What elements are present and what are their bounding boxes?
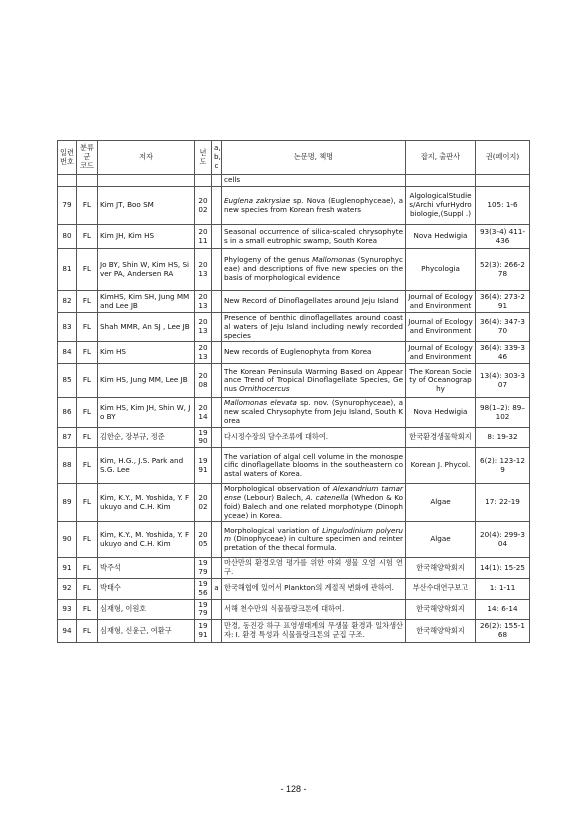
year-cell: 2011 — [195, 225, 212, 249]
abc-cell — [212, 599, 222, 620]
table-row — [58, 599, 530, 620]
journal-cell: Nova Hedwigia — [406, 398, 476, 427]
abc-cell — [212, 522, 222, 558]
volume-pages-cell: 17: 22-19 — [476, 484, 530, 522]
table-row — [58, 225, 530, 249]
title-cell: 만경, 동진강 하구 표영생태계의 무생물 환경과 일차생산자: I. 환경 특성과 식물플랑크톤의 군집 구조. — [222, 620, 406, 643]
abc-cell — [212, 398, 222, 427]
author-cell — [98, 175, 195, 187]
title-cell: Morphological observation of Alexandrium tamarense (Lebour) Balech, A. catenella (Whedon & Kofoid) Balech and one related morphotype (Dinophyceae) in Korea. — [222, 484, 406, 522]
abc-cell — [212, 558, 222, 579]
volume-pages-cell: 1: 1-11 — [476, 578, 530, 599]
taxon-code-cell: FL — [77, 364, 98, 398]
serial-cell: 82 — [58, 291, 77, 313]
table-row — [58, 187, 530, 225]
bibliography-table — [57, 140, 530, 643]
table-row — [58, 313, 530, 342]
serial-cell: 88 — [58, 448, 77, 484]
abc-cell: a — [212, 578, 222, 599]
journal-cell: 한국해양학회지 — [406, 599, 476, 620]
serial-cell: 86 — [58, 398, 77, 427]
taxon-code-cell: FL — [77, 187, 98, 225]
table-row — [58, 558, 530, 579]
volume-pages-cell: 36(4): 339-346 — [476, 342, 530, 364]
abc-cell — [212, 291, 222, 313]
table-row — [58, 398, 530, 427]
year-cell: 1991 — [195, 620, 212, 643]
table-row — [58, 620, 530, 643]
taxon-code-cell: FL — [77, 249, 98, 291]
serial-cell: 89 — [58, 484, 77, 522]
serial-cell: 90 — [58, 522, 77, 558]
volume-pages-cell: 93(3-4) 411-436 — [476, 225, 530, 249]
volume-pages-cell: 6(2): 123-129 — [476, 448, 530, 484]
header-author: 저자 — [98, 141, 195, 175]
header-year: 년도 — [195, 141, 212, 175]
header-abc: a, b, c — [212, 141, 222, 175]
taxon-code-cell: FL — [77, 484, 98, 522]
author-cell: Jo BY, Shin W, Kim HS, Siver PA, Andersen RA — [98, 249, 195, 291]
author-cell: Kim HS — [98, 342, 195, 364]
table-row — [58, 578, 530, 599]
table-row — [58, 427, 530, 448]
taxon-code-cell: FL — [77, 448, 98, 484]
title-cell: New Record of Dinoflagellates around Jeju Island — [222, 291, 406, 313]
year-cell: 2013 — [195, 249, 212, 291]
table-row — [58, 291, 530, 313]
journal-cell: Phycologia — [406, 249, 476, 291]
author-cell: 심재형, 신윤근, 여환구 — [98, 620, 195, 643]
title-cell: 다시정수장의 담수조류에 대하여. — [222, 427, 406, 448]
abc-cell — [212, 364, 222, 398]
table-row — [58, 484, 530, 522]
journal-cell: 한국해양학회지 — [406, 620, 476, 643]
taxon-code-cell: FL — [77, 558, 98, 579]
author-cell: 박태수 — [98, 578, 195, 599]
title-cell: 서해 천수만의 식물플랑크톤에 대하여. — [222, 599, 406, 620]
author-cell: Kim, K.Y., M. Yoshida, Y. Fukuyo and C.H. Kim — [98, 484, 195, 522]
page-number: - 128 - — [280, 784, 307, 794]
volume-pages-cell: 13(4): 303-307 — [476, 364, 530, 398]
taxon-code-cell: FL — [77, 313, 98, 342]
abc-cell — [212, 175, 222, 187]
abc-cell — [212, 225, 222, 249]
year-cell: 1956 — [195, 578, 212, 599]
journal-cell: The Korean Society of Oceanography — [406, 364, 476, 398]
serial-cell: 81 — [58, 249, 77, 291]
volume-pages-cell: 26(2): 155-168 — [476, 620, 530, 643]
journal-cell: 부산수대연구보고 — [406, 578, 476, 599]
taxon-code-cell: FL — [77, 398, 98, 427]
abc-cell — [212, 427, 222, 448]
serial-cell: 94 — [58, 620, 77, 643]
title-cell: Phylogeny of the genus Mallomonas (Synurophyceae) and descriptions of five new species on the basis of morphological evidence — [222, 249, 406, 291]
author-cell: Kim JT, Boo SM — [98, 187, 195, 225]
volume-pages-cell: 14(1): 15-25 — [476, 558, 530, 579]
author-cell: Kim HS, Jung MM, Lee JB — [98, 364, 195, 398]
journal-cell: Korean J. Phycol. — [406, 448, 476, 484]
serial-cell: 83 — [58, 313, 77, 342]
table-row — [58, 249, 530, 291]
journal-cell: Algae — [406, 522, 476, 558]
title-cell: Euglena zakrysiae sp. Nova (Euglenophyceae), a new species from Korean fresh waters — [222, 187, 406, 225]
abc-cell — [212, 249, 222, 291]
year-cell: 2002 — [195, 484, 212, 522]
serial-cell: 84 — [58, 342, 77, 364]
title-cell: 마산만의 환경오염 평가를 위한 야외 생물 오염 시험 연구. — [222, 558, 406, 579]
journal-cell: AlgologicalStudies/Archi vfurHydrobiologie,(Suppl .) — [406, 187, 476, 225]
serial-cell: 85 — [58, 364, 77, 398]
year-cell: 1979 — [195, 599, 212, 620]
abc-cell — [212, 484, 222, 522]
volume-pages-cell — [476, 175, 530, 187]
taxon-code-cell: FL — [77, 291, 98, 313]
header-taxon-code: 분류군 코드 — [77, 141, 98, 175]
title-cell: Seasonal occurrence of silica-scaled chrysophytes in a small eutrophic swamp, South Korea — [222, 225, 406, 249]
year-cell: 1979 — [195, 558, 212, 579]
journal-cell: Algae — [406, 484, 476, 522]
year-cell: 2013 — [195, 291, 212, 313]
year-cell — [195, 175, 212, 187]
volume-pages-cell: 8: 19-32 — [476, 427, 530, 448]
author-cell: Kim JH, Kim HS — [98, 225, 195, 249]
title-cell: New records of Euglenophyta from Korea — [222, 342, 406, 364]
serial-cell — [58, 175, 77, 187]
serial-cell: 80 — [58, 225, 77, 249]
title-cell: 한국해협에 있어서 Plankton의 계절적 변화에 관하여. — [222, 578, 406, 599]
taxon-code-cell: FL — [77, 225, 98, 249]
volume-pages-cell: 14: 6-14 — [476, 599, 530, 620]
year-cell: 2005 — [195, 522, 212, 558]
table-row — [58, 364, 530, 398]
table-header — [58, 141, 530, 175]
year-cell: 2013 — [195, 313, 212, 342]
taxon-code-cell — [77, 175, 98, 187]
title-cell: Presence of benthic dinoflagellates around coastal waters of Jeju Island including newly recorded species — [222, 313, 406, 342]
volume-pages-cell: 36(4): 347-370 — [476, 313, 530, 342]
journal-cell: 한국환경생물학회지 — [406, 427, 476, 448]
year-cell: 2002 — [195, 187, 212, 225]
volume-pages-cell: 105: 1-6 — [476, 187, 530, 225]
journal-cell: 한국해양학회지 — [406, 558, 476, 579]
author-cell: 김한순, 장부규, 정준 — [98, 427, 195, 448]
journal-cell: Journal of Ecology and Environment — [406, 291, 476, 313]
taxon-code-cell: FL — [77, 522, 98, 558]
journal-cell: Journal of Ecology and Environment — [406, 313, 476, 342]
year-cell: 2014 — [195, 398, 212, 427]
abc-cell — [212, 342, 222, 364]
header-volume-pages: 권(페이지) — [476, 141, 530, 175]
taxon-code-cell: FL — [77, 599, 98, 620]
taxon-code-cell: FL — [77, 342, 98, 364]
serial-cell: 79 — [58, 187, 77, 225]
author-cell: KimHS, Kim SH, Jung MM and Lee JB — [98, 291, 195, 313]
table-row — [58, 175, 530, 187]
title-cell: Mallomonas elevata sp. nov. (Synurophyceae), a new scaled Chrysophyte from Jeju Island, South Korea — [222, 398, 406, 427]
volume-pages-cell: 98(1–2): 89–102 — [476, 398, 530, 427]
header-serial: 일련 번호 — [58, 141, 77, 175]
header-journal: 잡지, 출판사 — [406, 141, 476, 175]
abc-cell — [212, 620, 222, 643]
table-row — [58, 522, 530, 558]
journal-cell: Nova Hedwigia — [406, 225, 476, 249]
serial-cell: 87 — [58, 427, 77, 448]
author-cell: Shah MMR, An SJ , Lee JB — [98, 313, 195, 342]
year-cell: 1990 — [195, 427, 212, 448]
volume-pages-cell: 36(4): 273-291 — [476, 291, 530, 313]
author-cell: Kim, H.G., J.S. Park and S.G. Lee — [98, 448, 195, 484]
table-row — [58, 448, 530, 484]
journal-cell: Journal of Ecology and Environment — [406, 342, 476, 364]
journal-cell — [406, 175, 476, 187]
taxon-code-cell: FL — [77, 427, 98, 448]
year-cell: 2008 — [195, 364, 212, 398]
header-row — [58, 141, 530, 175]
serial-cell: 92 — [58, 578, 77, 599]
author-cell: 심재형, 이원호 — [98, 599, 195, 620]
author-cell: 박주석 — [98, 558, 195, 579]
table-body — [58, 175, 530, 643]
taxon-code-cell: FL — [77, 620, 98, 643]
title-cell: cells — [222, 175, 406, 187]
volume-pages-cell: 52(3): 266-278 — [476, 249, 530, 291]
year-cell: 1991 — [195, 448, 212, 484]
title-cell: Morphological variation of Lingulodinium polyerum (Dinophyceae) in culture specimen and reinterpretation of the thecal formula. — [222, 522, 406, 558]
volume-pages-cell: 20(4): 299-304 — [476, 522, 530, 558]
serial-cell: 93 — [58, 599, 77, 620]
year-cell: 2013 — [195, 342, 212, 364]
header-title: 논문명, 책명 — [222, 141, 406, 175]
abc-cell — [212, 313, 222, 342]
author-cell: Kim HS, Kim JH, Shin W, Jo BY — [98, 398, 195, 427]
abc-cell — [212, 448, 222, 484]
abc-cell — [212, 187, 222, 225]
author-cell: Kim, K.Y., M. Yoshida, Y. Fukuyo and C.H. Kim — [98, 522, 195, 558]
title-cell: The Korean Peninsula Warming Based on Appearance Trend of Tropical Dinoflagellate Species, Genus Ornithocercus — [222, 364, 406, 398]
taxon-code-cell: FL — [77, 578, 98, 599]
serial-cell: 91 — [58, 558, 77, 579]
table-row — [58, 342, 530, 364]
title-cell: The variation of algal cell volume in the monospecific dinoflagellate blooms in the southeastern coastal waters of Korea. — [222, 448, 406, 484]
